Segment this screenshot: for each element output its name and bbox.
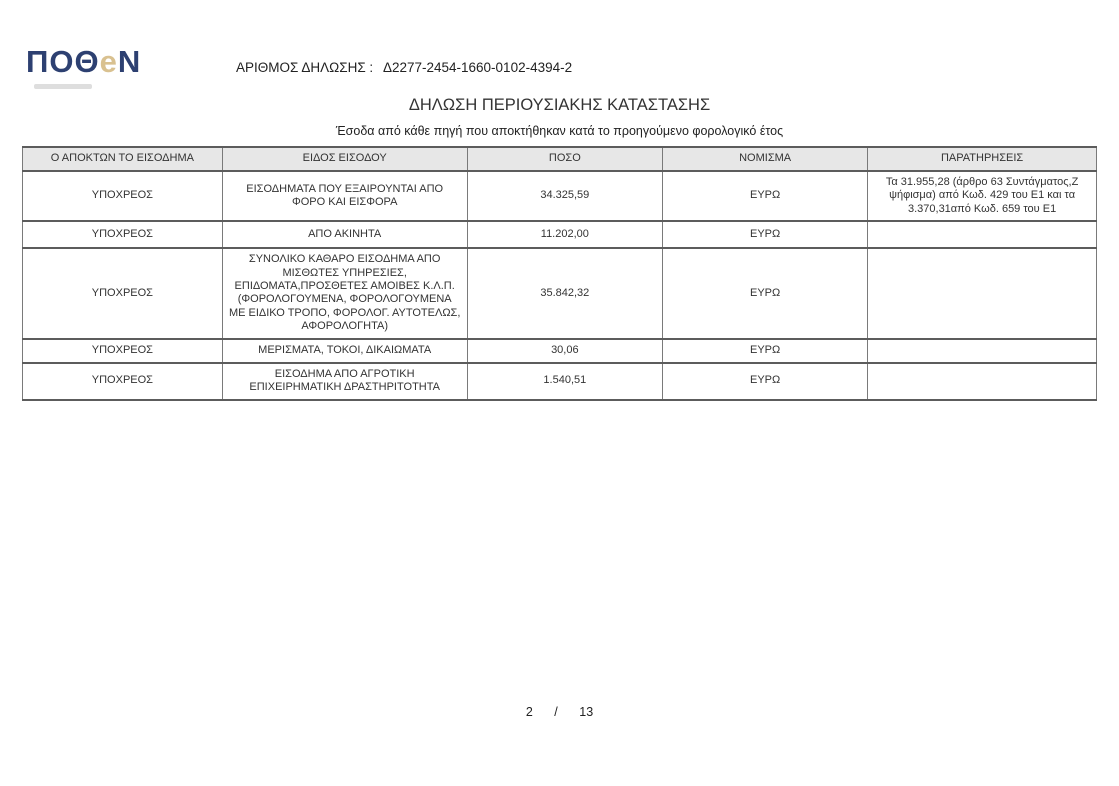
declaration-number-value: Δ2277-2454-1660-0102-4394-2 [382,60,573,75]
cell-amount: 1.540,51 [467,363,662,400]
cell-beneficiary: ΥΠΟΧΡΕΟΣ [23,363,223,400]
cell-beneficiary: ΥΠΟΧΡΕΟΣ [23,171,223,221]
page-title: ΔΗΛΩΣΗ ΠΕΡΙΟΥΣΙΑΚΗΣ ΚΑΤΑΣΤΑΣΗΣ [408,96,711,114]
cell-income-type: ΕΙΣΟΔΗΜΑΤΑ ΠΟΥ ΕΞΑΙΡΟΥΝΤΑΙ ΑΠΟ ΦΟΡΟ ΚΑΙ ΕΙΣΦΟΡΑ [222,171,467,221]
income-table [22,146,1097,401]
logo-text-accent: e [99,44,118,79]
table-row [23,221,1097,248]
cell-amount: 30,06 [467,339,662,363]
current-page-number: 2 [525,705,533,719]
page-separator: / [554,705,558,719]
cell-currency: ΕΥΡΩ [663,171,868,221]
cell-currency: ΕΥΡΩ [663,339,868,363]
table-row [23,248,1097,338]
table-row [23,363,1097,400]
cell-beneficiary: ΥΠΟΧΡΕΟΣ [23,248,223,338]
column-header-amount: ΠΟΣΟ [467,147,662,171]
column-header-income-type: ΕΙΔΟΣ ΕΙΣΟΔΟΥ [222,147,467,171]
table-row [23,171,1097,221]
page-number-indicator [0,705,1119,719]
cell-remarks: Τα 31.955,28 (άρθρο 63 Συντάγματος,Ζ ψήφισμα) από Κωδ. 429 του Ε1 και τα 3.370,31από Κωδ. 659 του Ε1 [868,171,1097,221]
cell-remarks [868,248,1097,338]
cell-beneficiary: ΥΠΟΧΡΕΟΣ [23,339,223,363]
cell-income-type: ΜΕΡΙΣΜΑΤΑ, ΤΟΚΟΙ, ΔΙΚΑΙΩΜΑΤΑ [222,339,467,363]
cell-income-type: ΣΥΝΟΛΙΚΟ ΚΑΘΑΡΟ ΕΙΣΟΔΗΜΑ ΑΠΟ ΜΙΣΘΩΤΕΣ ΥΠΗΡΕΣΙΕΣ, ΕΠΙΔΟΜΑΤΑ,ΠΡΟΣΘΕΤΕΣ ΑΜΟΙΒΕΣ Κ.Λ.Π.(ΦΟΡΟΛΟΓΟΥΜΕΝΑ, ΦΟΡΟΛΟΓΟΥΜΕΝΑ ΜΕ ΕΙΔΙΚΟ ΤΡΟΠΟ, ΦΟΡΟΛΟΓ. ΑΥΤΟΤΕΛΩΣ, ΑΦΟΡΟΛΟΓΗΤΑ) [222,248,467,338]
cell-income-type: ΕΙΣΟΔΗΜΑ ΑΠΟ ΑΓΡΟΤΙΚΗ ΕΠΙΧΕΙΡΗΜΑΤΙΚΗ ΔΡΑΣΤΗΡΙΤΟΤΗΤΑ [222,363,467,400]
declaration-number-label: ΑΡΙΘΜΟΣ ΔΗΛΩΣΗΣ : [236,60,374,75]
income-table-body [23,171,1097,400]
declaration-number-line [236,60,572,75]
cell-income-type: ΑΠΟ ΑΚΙΝΗΤΑ [222,221,467,248]
pothen-logo [26,46,141,77]
column-header-remarks: ΠΑΡΑΤΗΡΗΣΕΙΣ [868,147,1097,171]
cell-beneficiary: ΥΠΟΧΡΕΟΣ [23,221,223,248]
cell-amount: 11.202,00 [467,221,662,248]
column-header-currency: ΝΟΜΙΣΜΑ [663,147,868,171]
cell-currency: ΕΥΡΩ [663,363,868,400]
cell-amount: 34.325,59 [467,171,662,221]
column-header-beneficiary: Ο ΑΠΟΚΤΩΝ ΤΟ ΕΙΣΟΔΗΜΑ [23,147,223,171]
cell-remarks [868,221,1097,248]
logo-tagline-faded [34,84,92,89]
logo-text-primary: ΠΟΘ [26,44,100,79]
cell-remarks [868,339,1097,363]
cell-currency: ΕΥΡΩ [663,248,868,338]
income-table-header [23,147,1097,171]
header-row [23,147,1097,171]
cell-amount: 35.842,32 [467,248,662,338]
page-subtitle: Έσοδα από κάθε πηγή που αποκτήθηκαν κατά το προηγούμενο φορολογικό έτος [335,124,784,138]
logo-text-primary-end: Ν [117,44,142,79]
cell-currency: ΕΥΡΩ [663,221,868,248]
total-page-count: 13 [579,705,594,719]
table-row [23,339,1097,363]
cell-remarks [868,363,1097,400]
